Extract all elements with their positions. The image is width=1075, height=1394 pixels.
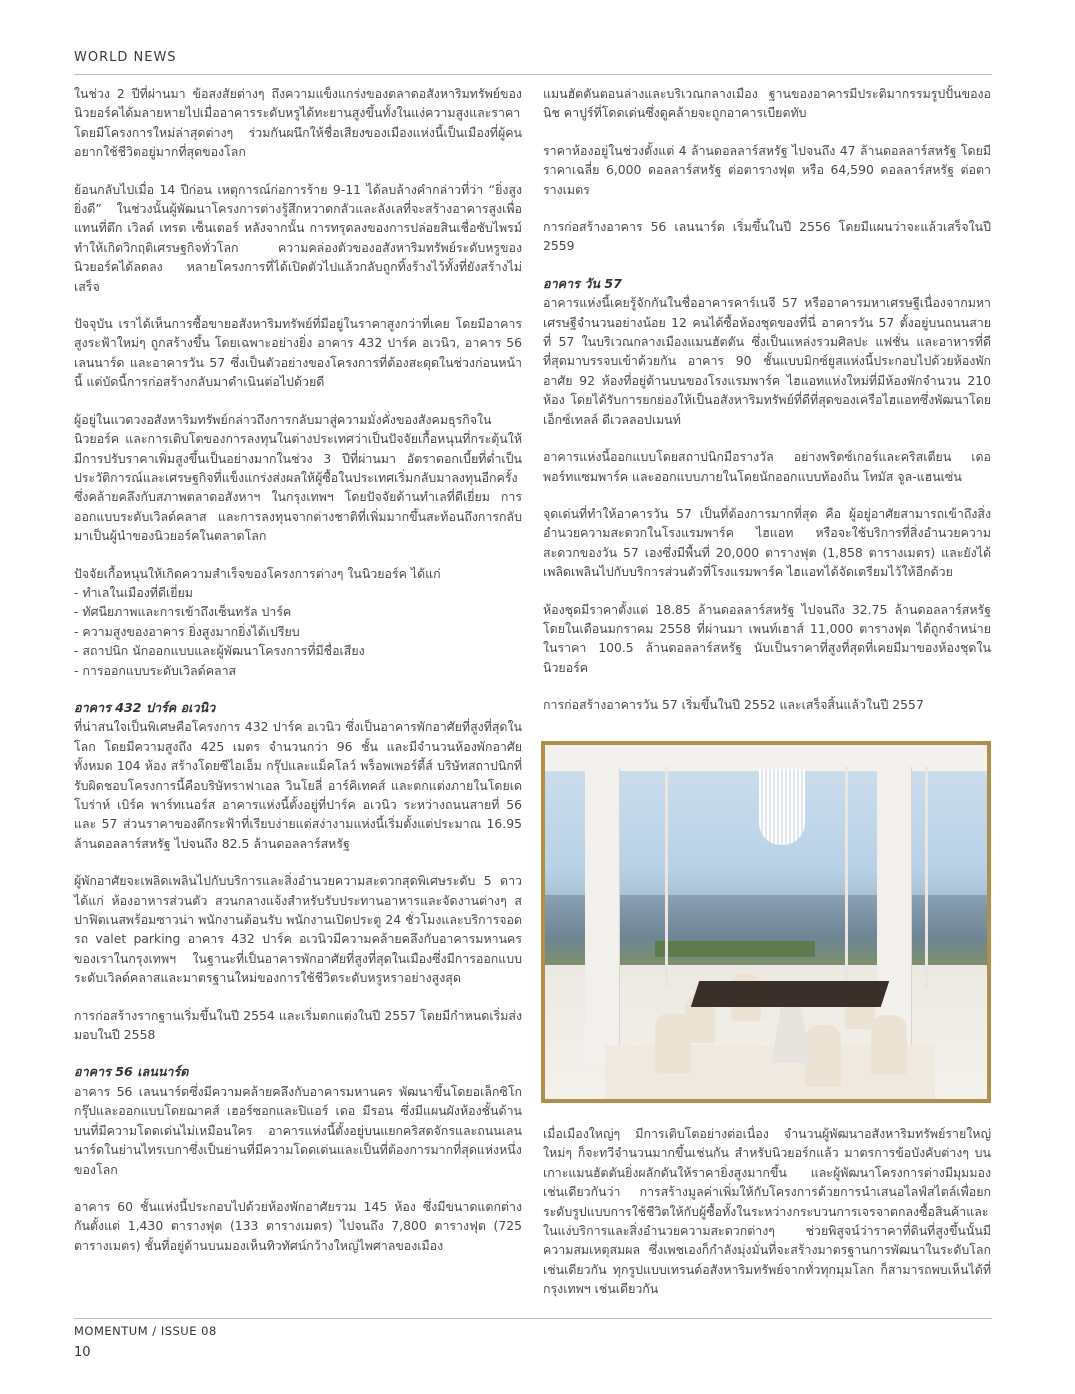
paragraph: อาคาร 56 เลนนาร์ดซึ่งมีความคล้ายคลึงกับอาคารมหานคร พัฒนาขึ้นโดยอเล็กซิโก กรุ๊ปและออกแบบโดยฌาคส์ เฮอร์ซอกและปิแอร์ เดอ มีรอน ซึ่งมีแผนผังห้องชั้นด้านบนที่มีความโดดเด่นไม่เหมือนใคร อาคารแห่งนี้ตั้งอยู่บนแยกคริสตจักรและถนนเลนนาร์ดในย่านไทรเบกาซึ่งเป็นย่านที่มีความโดดเด่นและเป็นที่ต้องการมากที่สุดแห่งหนึ่งของโลก (74, 1083, 522, 1177)
paragraph: การก่อสร้างรากฐานเริ่มขึ้นในปี 2554 และเริ่มตกแต่งในปี 2557 โดยมีกำหนดเริ่มส่งมอบในปี 2558 (74, 1007, 522, 1043)
paragraph: จุดเด่นที่ทำให้อาคารวัน 57 เป็นที่ต้องการมากที่สุด คือ ผู้อยู่อาศัยสามารถเข้าถึงสิ่งอำนวยความสะดวกในโรงแรมพาร์ค ไฮแอท หรือจะใช้บริการที่สิ่งอำนวยความสะดวกของวัน 57 เองซึ่งมีพื้นที่ 20,000 ตารางฟุต (1,858 ตารางเมตร) และยังได้เพลิดเพลินไปกับบริการส่วนตัวที่โรงแรมพาร์ค ไฮแอทได้จัดเตรียมไว้ให้อีกด้วย (543, 505, 991, 580)
paragraph: อาคารแห่งนี้ออกแบบโดยสถาปนิกมือรางวัล อย่างพริตซ์เกอร์และคริสเตียน เดอ พอร์ทแซมพาร์ค และออกแบบภายในโดยนักออกแบบท้องถิ่น โทมัส จูล-แฮนเซ่น (543, 449, 991, 484)
photo-chandelier (759, 769, 805, 845)
photo-window-mullion (665, 767, 668, 987)
list-item: - ทำเลในเมืองที่ดีเยี่ยม (74, 583, 522, 602)
list-item: - สถาปนิก นักออกแบบและผู้พัฒนาโครงการที่มีชื่อเสียง (74, 641, 522, 660)
factors-list (74, 583, 522, 680)
paragraph: อาคาร 60 ชั้นแห่งนี้ประกอบไปด้วยห้องพักอาศัยรวม 145 ห้อง ซึ่งมีขนาดแตกต่างกันตั้งแต่ 1,430 ตารางฟุต (133 ตารางเมตร) ไปจนถึง 7,800 ตารางฟุต (725 ตารางเมตร) ชั้นที่อยู่ด้านบนมองเห็นทิวทัศน์กว้างใหญ่ไพศาลของเมือง (74, 1198, 522, 1253)
paragraph: อาคารแห่งนี้เคยรู้จักกันในชื่ออาคารคาร์เนจี 57 หรืออาคารมหาเศรษฐีเนื่องจากมหาเศรษฐีจำนวนอย่างน้อย 12 คนได้ซื้อห้องชุดของที่นี่ อาคารวัน 57 ตั้งอยู่บนถนนสายที่ 57 ในบริเวณกลางเมืองแมนฮัตตัน ซึ่งเป็นแหล่งรวมศิลปะ แฟชั่น และอาหารที่ดีที่สุดมาบรรจบเข้าด้วยกัน อาคาร 90 ชั้นแบบมิกซ์ยูสแห่งนี้ประกอบไปด้วยห้องพักอาศัย 92 ห้องที่อยู่ด้านบนของโรงแรมพาร์ค ไฮแอทแห่งใหม่ที่มีห้องพักจำนวน 210 ห้อง โดยได้รับการยกย่องให้เป็นอสังหาริมทรัพย์ที่ดีที่สุดของเครือไฮแอทซึ่งพัฒนาโดยเอ็กซ์เทลล์ ดีเวลลอปเมนท์ (543, 295, 991, 427)
paragraph: แมนฮัตตันตอนล่างและบริเวณกลางเมือง ฐานของอาคารมีประติมากรรมรูปปั้นของอนิช คาปูร์ที่โดดเด่นซึ่งดูคล้ายจะถูกอาคารเบียดทับ (543, 86, 991, 121)
photo-window-mullion (845, 767, 848, 987)
heading-56-leonard: อาคาร 56 เลนนาร์ด (74, 1064, 189, 1080)
paragraph: การก่อสร้างอาคารวัน 57 เริ่มขึ้นในปี 2552 และเสร็จสิ้นแล้วในปี 2557 (543, 697, 924, 713)
paragraph: ปัจจุบัน เราได้เห็นการซื้อขายอสังหาริมทรัพย์ที่มีอยู่ในราคาสูงกว่าที่เคย โดยมีอาคารสูงระฟ้าใหม่ๆ ถูกสร้างขึ้น โดยเฉพาะอย่างยิ่ง อาคาร 432 ปาร์ค อเวนิว, อาคาร 56 เลนนาร์ด และอาคารวัน 57 ซึ่งเป็นตัวอย่างของโครงการที่ต้องสะดุดในช่วงก่อนหน้านี้ แต่บัดนี้การก่อสร้างกลับมาดำเนินต่อไปด้วยดี (74, 316, 522, 390)
paragraph: ห้องชุดมีราคาตั้งแต่ 18.85 ล้านดอลลาร์สหรัฐ ไปจนถึง 32.75 ล้านดอลลาร์สหรัฐ โดยในเดือนมกราคม 2558 ที่ผ่านมา เพนท์เฮาส์ 11,000 ตารางฟุต ได้ถูกจำหน่ายในราคา 100.5 ล้านดอลลาร์สหรัฐ นับเป็นราคาที่สูงที่สุดที่เคยมีมาของห้องชุดในนิวยอร์ค (543, 601, 991, 675)
list-item: - การออกแบบระดับเวิลด์คลาส (74, 661, 522, 680)
paragraph: ผู้พักอาศัยจะเพลิดเพลินไปกับบริการและสิ่งอำนวยความสะดวกสุดพิเศษระดับ 5 ดาว ได้แก่ ห้องอาหารส่วนตัว สวนกลางแจ้งสำหรับรับประทานอาหารและจัดงานต่างๆ สปาฟิตเนสพร้อมซาวน่า พนักงานต้อนรับ พนักงานเปิดประตู 24 ชั่วโมงและบริการจอดรถ valet parking อาคาร 432 ปาร์ค อเวนิวมีความคล้ายคลึงกับอาคารมหานครของเราในกรุงเทพฯ ในฐานะที่เป็นอาคารพักอาศัยที่สูงที่สุดในเมืองซึ่งมีการออกแบบระดับเวิลด์คลาสและมาตรฐานใหม่ของการใช้ชีวิตระดับหรูหราอย่างสูงสุด (74, 873, 522, 986)
paragraph: ราคาห้องอยู่ในช่วงตั้งแต่ 4 ล้านดอลลาร์สหรัฐ ไปจนถึง 47 ล้านดอลลาร์สหรัฐ โดยมีราคาเฉลี่ย 6,000 ดอลลาร์สหรัฐ ต่อตารางฟุต หรือ 64,590 ดอลลาร์สหรัฐ ต่อตารางเมตร (543, 142, 991, 197)
right-column (543, 84, 991, 733)
factors-intro: ปัจจัยเกื้อหนุนให้เกิดความสำเร็จของโครงการต่างๆ ในนิวยอร์ค ได้แก่ (74, 565, 441, 581)
section-label: WORLD NEWS (74, 50, 177, 65)
interior-photo-frame (541, 741, 991, 1103)
paragraph: การก่อสร้างอาคาร 56 เลนนาร์ด เริ่มขึ้นในปี 2556 โดยมีแผนว่าจะแล้วเสร็จในปี 2559 (543, 219, 991, 254)
right-column-bottom (543, 1124, 991, 1299)
photo-chair (805, 1025, 841, 1087)
paragraph: ที่น่าสนใจเป็นพิเศษคือโครงการ 432 ปาร์ค อเวนิว ซึ่งเป็นอาคารพักอาศัยที่สูงที่สุดในโลก โดยมีความสูงถึง 425 เมตร จำนวนกว่า 96 ชั้น และมีจำนวนห้องพักอาศัยทั้งหมด 104 ห้อง สร้างโดยซีไอเอ็ม กรุ๊ปและแม็คโลว์ พร็อพเพอร์ตี้ส์ บริษัทสถาปนิกที่รับผิดชอบโครงการนี้คือบริษัทราฟาเอล วินโยลี่ อาร์คิเทคส์ และตกแต่งภายในโดยเดโบร่าห์ เบิร์ค พาร์ทเนอร์ส อาคารแห่งนี้ตั้งอยู่ที่ปาร์ค อเวนิว ระหว่างถนนสายที่ 56 และ 57 ส่วนราคาของตึกระฟ้าที่เรียบง่ายแต่สง่างามแห่งนี้เริ่มตั้งแต่ประมาณ 16.95 ล้านดอลลาร์สหรัฐ ไปจนถึง 82.5 ล้านดอลลาร์สหรัฐ (74, 719, 522, 851)
paragraph: ย้อนกลับไปเมื่อ 14 ปีก่อน เหตุการณ์ก่อการร้าย 9-11 ได้ลบล้างคำกล่าวที่ว่า “ยิ่งสูงยิ่งดี” ในช่วงนั้นผู้พัฒนาโครงการต่างรู้สึกหวาดกลัวและลังเลที่จะสร้างอาคารสูงเพื่อแทนที่ตึก เวิลด์ เทรด เซ็นเตอร์ หลังจากนั้น การทรุดลงของการปล่อยสินเชื่อซับไพรม์ทำให้เกิดวิกฤติเศรษฐกิจทั่วโลก ความคล่องตัวของอสังหาริมทรัพย์ระดับหรูของนิวยอร์คได้ลดลง หลายโครงการที่ได้เปิดตัวไปแล้วกลับถูกทิ้งร้างไว้ทั้งที่ยังสร้างไม่เสร็จ (74, 181, 522, 294)
list-item: - ทัศนียภาพและการเข้าถึงเซ็นทรัล ปาร์ค (74, 602, 522, 621)
heading-432-park: อาคาร 432 ปาร์ค อเวนิว (74, 699, 216, 715)
photo-column (585, 767, 620, 1067)
paragraph: ผู้อยู่ในแวดวงอสังหาริมทรัพย์กล่าวถึงการกลับมาสู่ความมั่งคั่งของสังคมธุรกิจในนิวยอร์ค และการเติบโตของการลงทุนในต่างประเทศว่าเป็นปัจจัยเกื้อหนุนที่กระตุ้นให้มีการปรับราคาเพิ่มสูงขึ้นเป็นอย่างมากในช่วง 3 ปีที่ผ่านมา อัตราดอกเบี้ยที่ต่ำเป็นประวัติการณ์และเศรษฐกิจที่แข็งแกร่งส่งผลให้ผู้ซื้อในประเทศเริ่มกลับมาลงทุนอีกครั้ง ซึ่งคล้ายคลึงกับสภาพตลาดอสังหาฯ ในกรุงเทพฯ โดยปัจจัยด้านทำเลที่ดีเยี่ยม การออกแบบระดับเวิลด์คลาส และการลงทุนจากต่างชาติที่เพิ่มมากขึ้นสะท้อนถึงการกลับมาเป็นผู้นำของนิวยอร์คในตลาดโลก (74, 411, 522, 544)
dining-room-photo (545, 745, 987, 1099)
paragraph: ในช่วง 2 ปีที่ผ่านมา ข้อสงสัยต่างๆ ถึงความแข็งแกร่งของตลาดอสังหาริมทรัพย์ของนิวยอร์คได้มลายหายไปเมื่ออาคารระดับหรูได้ทะยานสูงขึ้นทั้งในแง่ความสูงและราคา โดยมีโครงการใหม่ล่าสุดต่างๆ ร่วมกันผนึกให้ชื่อเสียงของเมืองแห่งนี้เป็นเมืองที่ผู้คนอยากใช้ชีวิตอยู่มากที่สุดของโลก (74, 86, 522, 160)
paragraph: เมื่อเมืองใหญ่ๆ มีการเติบโตอย่างต่อเนื่อง จำนวนผู้พัฒนาอสังหาริมทรัพย์รายใหญ่ใหม่ๆ ก็จะทวีจำนวนมากขึ้นเช่นกัน สำหรับนิวยอร์กแล้ว มาตรการข้อบังคับต่างๆ บนเกาะแมนฮัตตันยิ่งผลักดันให้ราคายิ่งสูงมากขึ้น และผู้พัฒนาโครงการต่างมีมุมมองเช่นเดียวกันว่า การสร้างมูลค่าเพิ่มให้กับโครงการด้วยการนำเสนอไลฟ์สไตล์เพื่อยกระดับรูปแบบการใช้ชีวิตให้กับผู้ซื้อทั้งในระหว่างกระบวนการเจรจาตกลงซื้อสินค้าและในแง่บริการและสิ่งอำนวยความสะดวกต่างๆ ช่วยพิสูจน์ว่าราคาที่ดินที่สูงขึ้นนั้นมีความสมเหตุสมผล ซึ่งเพชเองก็กำลังมุ่งมั่นที่จะสร้างมาตรฐานการพัฒนาในระดับโลกเช่นเดียวกัน ทุกรูปแบบเทรนด์อสังหาริมทรัพย์จากทั่วทุกมุมโลก ก็สามารถพบเห็นได้ที่กรุงเทพฯ เช่นเดียวกัน (543, 1126, 991, 1297)
photo-chair (655, 1013, 691, 1073)
left-column (74, 84, 522, 1273)
photo-chair (871, 1015, 907, 1075)
list-item: - ความสูงของอาคาร ยิ่งสูงมากยิ่งได้เปรียบ (74, 622, 522, 641)
photo-central-park (655, 941, 815, 957)
heading-one-57: อาคาร วัน 57 (543, 275, 622, 291)
footer-divider (74, 1318, 992, 1319)
photo-dining-table (691, 981, 889, 1007)
photo-table-base (771, 1007, 811, 1063)
header-divider (74, 74, 992, 75)
issue-label: MOMENTUM / ISSUE 08 (74, 1324, 217, 1338)
page-number: 10 (74, 1345, 91, 1360)
photo-window-mullion (925, 767, 928, 987)
